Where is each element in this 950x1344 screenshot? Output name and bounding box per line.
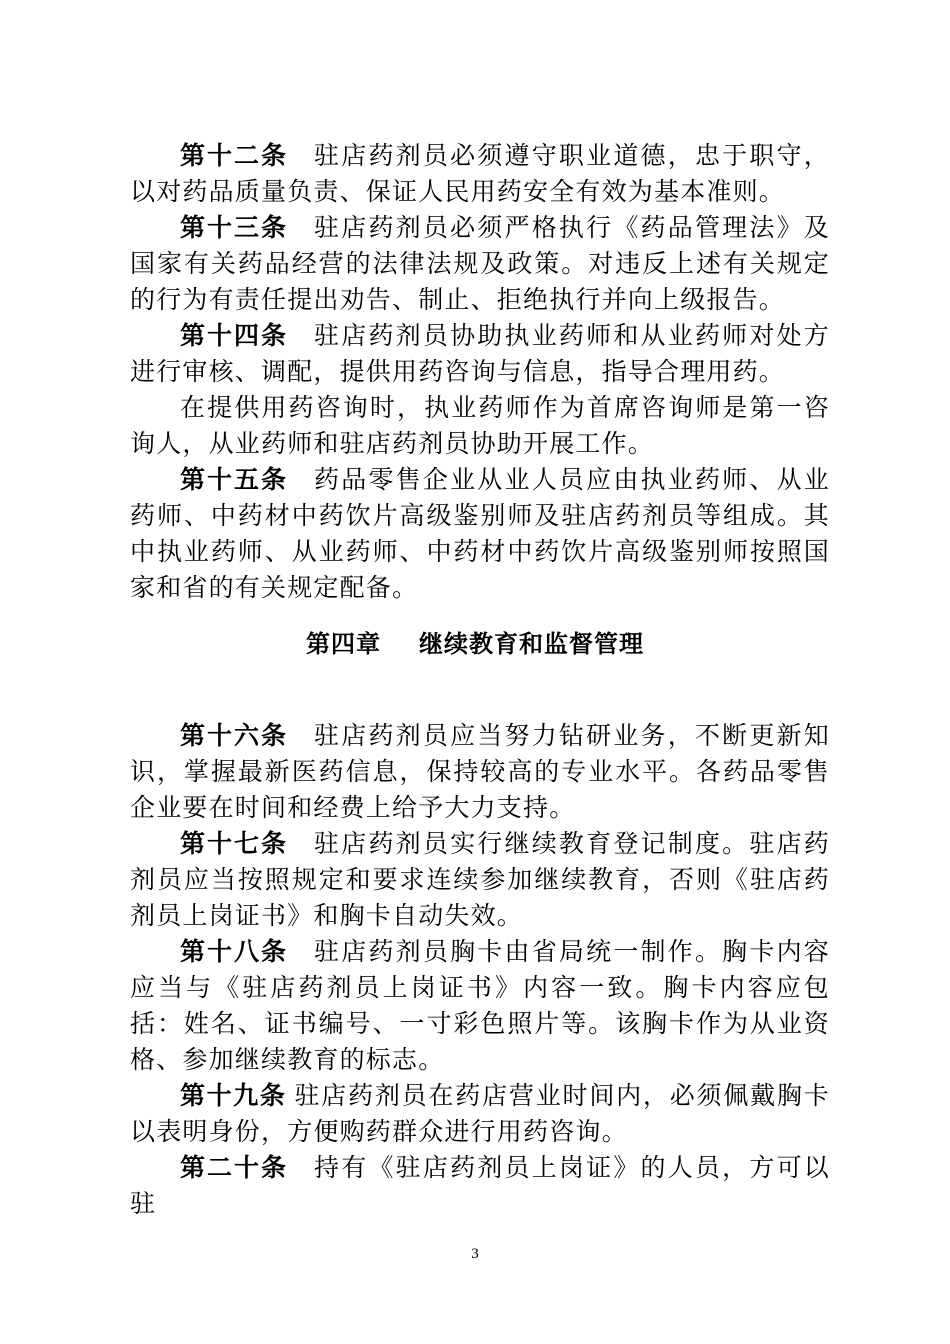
article-paragraph	[130, 718, 830, 826]
article-paragraph	[130, 138, 830, 210]
article-paragraph	[130, 826, 830, 934]
article-number: 第十四条	[180, 321, 289, 350]
chapter-heading	[0, 626, 950, 662]
article-number: 第十六条	[180, 721, 289, 750]
chapter-number: 第四章	[306, 630, 381, 658]
page-number: 3	[471, 1246, 479, 1262]
article-number: 第十八条	[180, 937, 289, 966]
article-number: 第十五条	[180, 465, 289, 494]
article-number: 第十二条	[180, 141, 289, 170]
article-number: 第十九条	[180, 1081, 287, 1110]
article-number: 第十七条	[180, 829, 289, 858]
article-paragraph	[130, 1150, 830, 1222]
article-paragraph	[130, 318, 830, 390]
article-text: 驻店药剂员必须遵守职业道德，忠于职守，以对药品质量负责、保证人民用药安全有效为基本准则。	[130, 141, 830, 206]
article-text: 驻店药剂员实行继续教育登记制度。驻店药剂员应当按照规定和要求连续参加继续教育，否则《驻店药剂员上岗证书》和胸卡自动失效。	[130, 829, 830, 930]
paragraph-text: 在提供用药咨询时，执业药师作为首席咨询师是第一咨询人，从业药师和驻店药剂员协助开展工作。	[130, 393, 830, 458]
article-text: 驻店药剂员胸卡由省局统一制作。胸卡内容应当与《驻店药剂员上岗证书》内容一致。胸卡内容应包括：姓名、证书编号、一寸彩色照片等。该胸卡作为从业资格、参加继续教育的标志。	[130, 937, 830, 1074]
plain-paragraph	[130, 390, 830, 462]
article-text: 驻店药剂员协助执业药师和从业药师对处方进行审核、调配，提供用药咨询与信息，指导合理用药。	[130, 321, 830, 386]
section-articles-12-15	[130, 138, 830, 606]
article-text: 药品零售企业从业人员应由执业药师、从业药师、中药材中药饮片高级鉴别师及驻店药剂员等组成。其中执业药师、从业药师、中药材中药饮片高级鉴别师按照国家和省的有关规定配备。	[130, 465, 830, 602]
article-number: 第十三条	[180, 213, 289, 242]
article-paragraph	[130, 1078, 830, 1150]
article-paragraph	[130, 462, 830, 606]
article-paragraph	[130, 210, 830, 318]
article-text: 持有《驻店药剂员上岗证》的人员，方可以驻	[130, 1153, 830, 1218]
article-text: 驻店药剂员必须严格执行《药品管理法》及国家有关药品经营的法律法规及政策。对违反上述有关规定的行为有责任提出劝告、制止、拒绝执行并向上级报告。	[130, 213, 830, 314]
article-number: 第二十条	[180, 1153, 289, 1182]
article-text: 驻店药剂员在药店营业时间内，必须佩戴胸卡以表明身份，方便购药群众进行用药咨询。	[130, 1081, 830, 1146]
article-paragraph	[130, 934, 830, 1078]
article-text: 驻店药剂员应当努力钻研业务，不断更新知识，掌握最新医药信息，保持较高的专业水平。各药品零售企业要在时间和经费上给予大力支持。	[130, 721, 830, 822]
chapter-title: 继续教育和监督管理	[419, 630, 644, 658]
section-articles-16-20	[130, 718, 830, 1222]
